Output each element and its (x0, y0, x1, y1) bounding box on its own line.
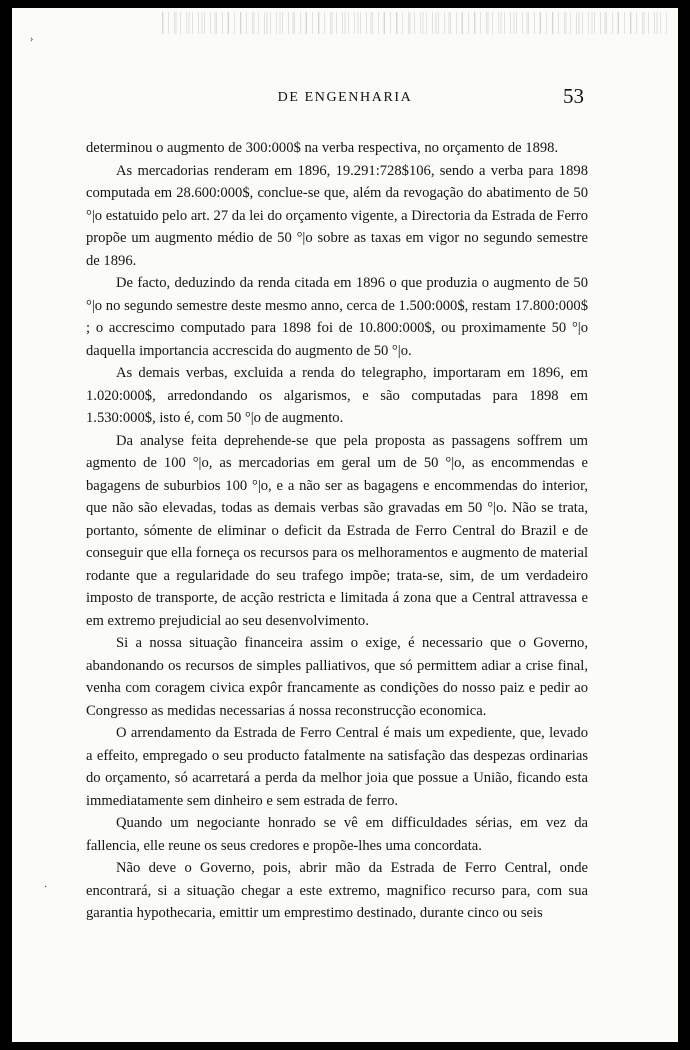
page-number: 53 (563, 84, 584, 108)
body-text (86, 137, 588, 925)
running-title: DE ENGENHARIA (277, 90, 413, 105)
paragraph: As mercadorias renderam em 1896, 19.291:728$106, sendo a verba para 1898 computada em 28.600:000$, conclue-se que, além da revogação do abatimento de 50 °|o estatuido pelo art. 27 da lei do orçamento vigente, a Directoria da Estrada de Ferro propõe um augmento médio de 50 °|o sobre as taxas em vigor no segundo semestre de 1896. (86, 162, 588, 269)
paragraph: Não deve o Governo, pois, abrir mão da Estrada de Ferro Central, onde encontrará, si a situação chegar a este extremo, magnifico recurso para, com sua garantia hypothecaria, emittir um emprestimo destinado, durante cinco ou seis (86, 860, 588, 921)
paragraph: O arrendamento da Estrada de Ferro Central é mais um expediente, que, levado a effeito, empregado o seu producto fatalmente na satisfação das despezas ordinarias do orçamento, só acarretará a perda da melhor joia que possue a União, ficando esta immediatamente sem dinheiro e sem estrada de ferro. (86, 725, 588, 809)
scan-noise (162, 12, 668, 34)
margin-mark: · (44, 882, 48, 893)
paragraph: As demais verbas, excluida a renda do telegrapho, importaram em 1896, em 1.020:000$, arredondando os algarismos, e são computadas para 1898 em 1.530:000$, isto é, com 50 °|o de augmento. (86, 365, 588, 426)
paragraph: Quando um negociante honrado se vê em difficuldades sérias, em vez da fallencia, elle reune os seus credores e propõe-lhes uma concordata. (86, 815, 588, 854)
book-page (12, 8, 678, 1042)
paragraph: determinou o augmento de 300:000$ na verba respectiva, no orçamento de 1898. (86, 140, 559, 156)
margin-mark: › (30, 34, 34, 45)
paragraph: De facto, deduzindo da renda citada em 1896 o que produzia o augmento de 50 °|o no segundo semestre deste mesmo anno, cerca de 1.500:000$, restam 17.800:000$ ; o accrescimo computado para 1898 foi de 10.800:000$, ou proximamente 50 °|o daquella importancia accrescida do augmento de 50 °|o. (86, 275, 588, 359)
paragraph: Si a nossa situação financeira assim o exige, é necessario que o Governo, abandonando os recursos de simples palliativos, que só permittem adiar a crise final, venha com coragem civica expôr francamente as condições do nosso paiz e pedir ao Congresso as medidas necessarias á nossa reconstrucção economica. (86, 635, 588, 719)
paragraph: Da analyse feita deprehende-se que pela proposta as passagens soffrem um agmento de 100 °|o, as mercadorias em geral um de 50 °|o, as encommendas e bagagens de suburbios 100 °|o, e a não ser as bagagens e encommendas do interior, que não são elevadas, todas as demais verbas são gravadas em 50 °|o. Não se trata, portanto, sómente de eliminar o deficit da Estrada de Ferro Central do Brazil e de conseguir que ella forneça os recursos para os melhoramentos e augmento de material rodante que a regularidade do seu trafego impõe; trata-se, sim, de um verdadeiro imposto de transporte, de acção restricta e limitada á zona que a Central attravessa e em extremo prejudicial ao seu desenvolvimento. (86, 432, 588, 629)
